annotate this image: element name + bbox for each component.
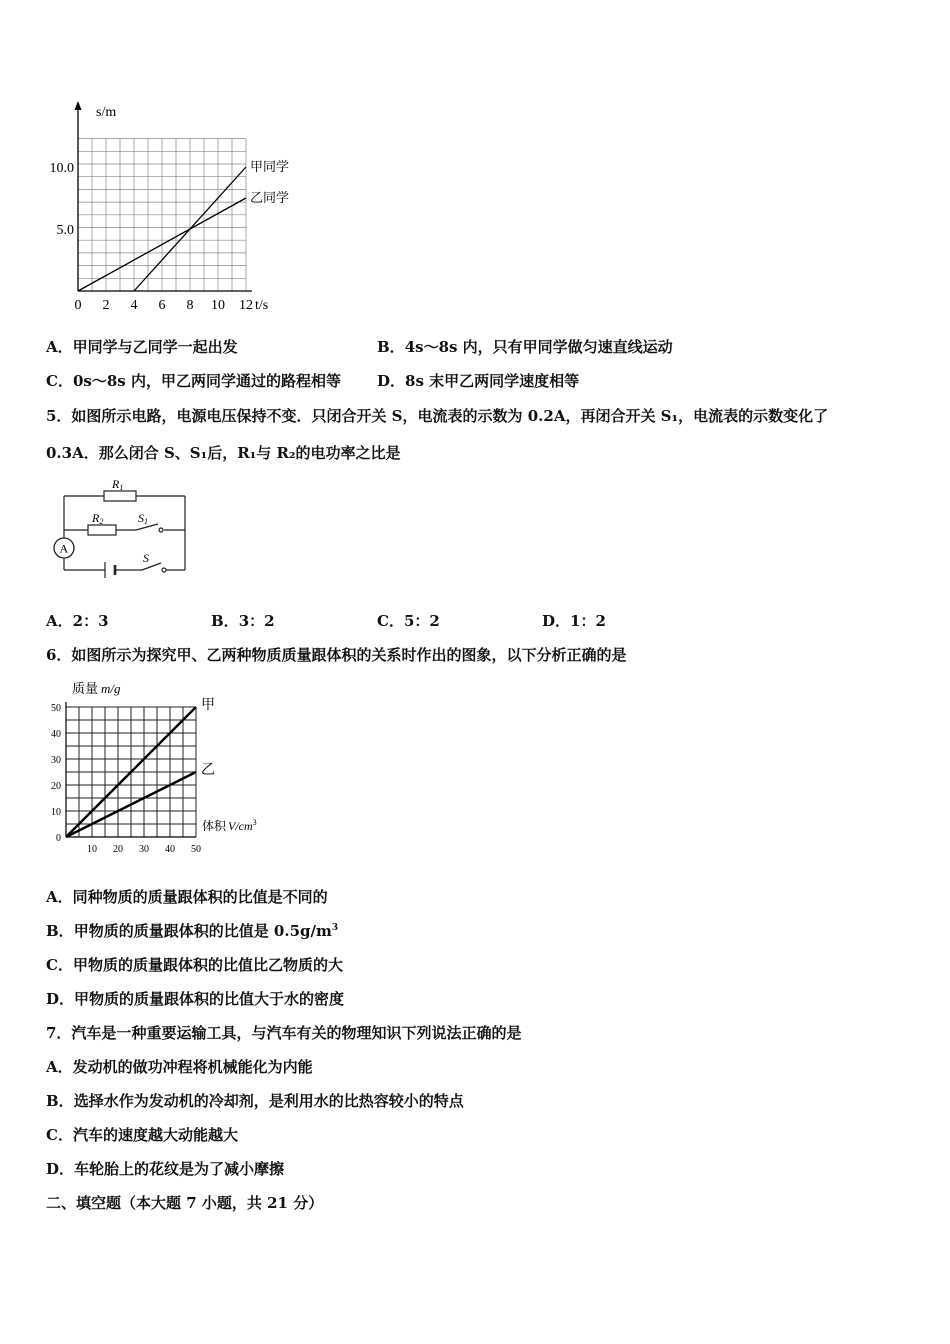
- option-text: 1：2: [570, 612, 606, 630]
- s-label: S: [143, 551, 149, 565]
- series-label-yi: 乙同学: [250, 190, 290, 205]
- option-text: 甲物质的质量跟体积的比值比乙物质的大: [72, 956, 343, 974]
- x-tick-label: 8: [186, 298, 194, 313]
- q6-stem: 6．如图所示为探究甲、乙两种物质质量跟体积的关系时作出的图象，以下分析正确的是: [46, 646, 627, 664]
- st-graph-xlabel: t/s: [255, 298, 269, 313]
- option-letter: B．: [377, 338, 405, 356]
- option-letter: C．: [46, 372, 73, 390]
- x-tick-label: 4: [130, 298, 138, 313]
- option-letter: D．: [542, 612, 571, 630]
- option-text: 车轮胎上的花纹是为了减小摩擦: [74, 1160, 285, 1178]
- option-letter: B．: [46, 922, 74, 940]
- option-text: 3：2: [238, 612, 275, 630]
- option-sup: 3: [331, 923, 339, 933]
- option-text: 8s 末甲乙两同学速度相等: [405, 372, 580, 390]
- q6-option-d[interactable]: [46, 988, 344, 1009]
- option-text: 5：2: [403, 612, 440, 630]
- q7-stem: 7．汽车是一种重要运输工具，与汽车有关的物理知识下列说法正确的是: [46, 1024, 522, 1042]
- x-tick-label: 40: [165, 844, 175, 855]
- option-text: 甲物质的质量跟体积的比值大于水的密度: [74, 990, 345, 1008]
- y-tick-label: 10: [51, 807, 61, 818]
- option-letter: A．: [46, 888, 73, 906]
- series-label-jia: 甲同学: [250, 159, 290, 174]
- resistor-r1: [104, 491, 136, 501]
- option-letter: D．: [46, 990, 75, 1008]
- option-text: 汽车的速度越大动能越大: [72, 1126, 238, 1144]
- option-text: 甲同学与乙同学一起出发: [72, 338, 238, 356]
- x-tick-label: 2: [102, 298, 110, 313]
- option-letter: C．: [377, 612, 404, 630]
- x-tick-label: 50: [191, 844, 201, 855]
- x-tick-label: 30: [139, 844, 149, 855]
- switch-s1: [136, 524, 163, 532]
- y-tick-label: 30: [51, 755, 61, 766]
- option-letter: B．: [46, 1092, 74, 1110]
- series-label-jia: 甲: [201, 698, 215, 713]
- q6-option-a[interactable]: [46, 886, 328, 907]
- x-tick-label: 10: [211, 298, 225, 313]
- mv-graph: [44, 672, 274, 860]
- q5-option-d[interactable]: [542, 610, 606, 631]
- mv-graph-xlabel: 体积 $V/cm^3$: [202, 818, 257, 833]
- q6-option-c[interactable]: [46, 954, 343, 975]
- r2-label: R2: [92, 511, 104, 526]
- q4-option-b[interactable]: [377, 336, 673, 357]
- option-text: 2：3: [72, 612, 109, 630]
- y-tick-label: 40: [51, 729, 61, 740]
- y-tick-label: 0: [56, 833, 61, 844]
- x-tick-label: 0: [74, 298, 82, 313]
- q4-option-c[interactable]: [46, 370, 341, 391]
- option-text: 发动机的做功冲程将机械能化为内能: [72, 1058, 313, 1076]
- x-tick-label: 6: [158, 298, 166, 313]
- y-axis-arrow-icon: [75, 101, 82, 110]
- option-letter: D．: [377, 372, 406, 390]
- st-graph-ylabel: s/m: [96, 105, 117, 120]
- option-text: 同种物质的质量跟体积的比值是不同的: [72, 888, 328, 906]
- y-tick-label: 20: [51, 781, 61, 792]
- ammeter-label: A: [59, 541, 69, 556]
- q5-option-b[interactable]: [211, 610, 275, 631]
- x-tick-label: 10: [87, 844, 97, 855]
- resistor-r2: [88, 525, 116, 535]
- q4-option-d[interactable]: [377, 370, 579, 391]
- option-letter: B．: [211, 612, 239, 630]
- section-2-title: 二、填空题（本大题 7 小题，共 21 分）: [46, 1194, 324, 1212]
- q5-option-c[interactable]: [377, 610, 440, 631]
- y-tick-label: 50: [51, 703, 61, 714]
- circuit-diagram: [40, 474, 200, 584]
- q7-option-a[interactable]: [46, 1056, 313, 1077]
- q5-stem-line1: 5．如图所示电路，电源电压保持不变．只闭合开关 S，电流表的示数为 0.2A，再闭合开关 S₁，电流表的示数变化了: [46, 407, 829, 425]
- s1-label: S1: [138, 511, 148, 526]
- y-tick-label: 5.0: [56, 223, 74, 238]
- battery-icon: [105, 562, 115, 578]
- q7-option-b[interactable]: [46, 1090, 464, 1111]
- q7-option-d[interactable]: [46, 1158, 284, 1179]
- option-letter: A．: [46, 612, 73, 630]
- st-graph-grid: [78, 139, 246, 291]
- option-letter: D．: [46, 1160, 75, 1178]
- x-tick-label: 12: [239, 298, 253, 313]
- mv-graph-ylabel: 质量 m/g: [72, 681, 121, 697]
- q6-option-b[interactable]: [46, 920, 338, 941]
- y-tick-label: 10.0: [49, 161, 74, 176]
- q5-stem-line2: 0.3A．那么闭合 S、S₁后，R₁与 R₂的电功率之比是: [46, 444, 401, 462]
- x-tick-label: 20: [113, 844, 123, 855]
- r1-label: R1: [112, 477, 124, 492]
- option-letter: C．: [46, 1126, 73, 1144]
- q7-option-c[interactable]: [46, 1124, 238, 1145]
- option-text: 甲物质的质量跟体积的比值是 0.5g/m: [73, 922, 332, 940]
- q4-option-a[interactable]: [46, 336, 238, 357]
- q5-option-a[interactable]: [46, 610, 109, 631]
- option-text: 4s～8s 内，只有甲同学做匀速直线运动: [404, 338, 673, 356]
- option-letter: C．: [46, 956, 73, 974]
- st-graph: [40, 95, 300, 320]
- option-text: 0s～8s 内，甲乙两同学通过的路程相等: [72, 372, 341, 390]
- option-letter: A．: [46, 1058, 73, 1076]
- option-text: 选择水作为发动机的冷却剂，是利用水的比热容较小的特点: [73, 1092, 464, 1110]
- series-label-yi: 乙: [201, 763, 215, 778]
- option-letter: A．: [46, 338, 73, 356]
